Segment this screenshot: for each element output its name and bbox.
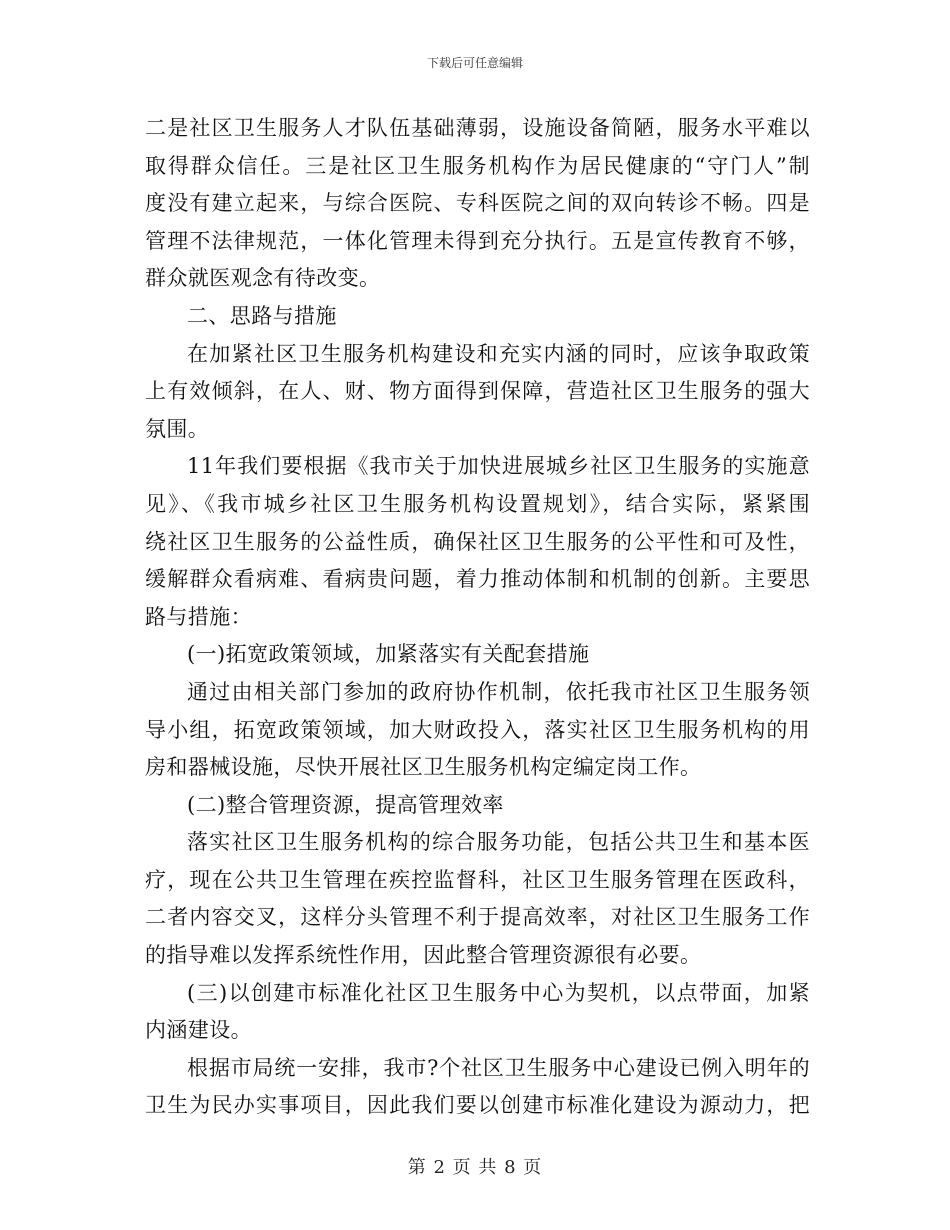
document-body: [145, 110, 810, 1125]
text-line: 见》、《我市城乡社区卫生服务机构设置规划》，结合实际，紧紧围: [145, 491, 810, 516]
text-line: 度没有建立起来，与综合医院、专科医院之间的双向转诊不畅。四是: [145, 191, 810, 216]
text-line: 落实社区卫生服务机构的综合服务功能，包括公共卫生和基本医: [187, 830, 810, 855]
text-line: 的指导难以发挥系统性作用，因此整合管理资源很有必要。: [145, 943, 702, 968]
text-line: 取得群众信任。三是社区卫生服务机构作为居民健康的“守门人”制: [145, 153, 810, 178]
text-line: 二者内容交叉，这样分头管理不利于提高效率，对社区卫生服务工作: [145, 905, 810, 930]
page-header: 下载后可任意编辑: [426, 56, 523, 70]
text-line: 氛围。: [145, 416, 210, 441]
text-line: 通过由相关部门参加的政府协作机制，依托我市社区卫生服务领: [187, 679, 810, 704]
text-line: 11年我们要根据《我市关于加快进展城乡社区卫生服务的实施意: [187, 454, 810, 479]
text-line: 内涵建设。: [145, 1018, 252, 1043]
subsection-heading: (一)拓宽政策领域，加紧落实有关配套措施: [187, 642, 590, 667]
page-number: 第 2 页 共 8 页: [407, 1157, 543, 1178]
text-line: 上有效倾斜，在人、财、物方面得到保障，营造社区卫生服务的强大: [145, 379, 810, 404]
text-line: 房和器械设施，尽快开展社区卫生服务机构定编定岗工作。: [145, 755, 702, 780]
subsection-heading: (三)以创建市标准化社区卫生服务中心为契机，以点带面，加紧: [187, 980, 810, 1005]
text-line: 二是社区卫生服务人才队伍基础薄弱，设施设备简陋，服务水平难以: [145, 116, 810, 140]
subsection-heading: (二)整合管理资源，提高管理效率: [187, 792, 504, 817]
text-line: 绕社区卫生服务的公益性质，确保社区卫生服务的公平性和可及性，: [145, 529, 810, 554]
text-line: 疗，现在公共卫生管理在疾控监督科，社区卫生服务管理在医政科，: [145, 867, 810, 892]
text-line: 导小组，拓宽政策领域，加大财政投入，落实社区卫生服务机构的用: [145, 717, 810, 742]
section-heading: 二、思路与措施: [187, 303, 337, 328]
text-line: 卫生为民办实事项目，因此我们要以创建市标准化建设为源动力，把: [145, 1093, 810, 1118]
text-line: 群众就医观念有待改变。: [145, 266, 381, 291]
text-line: 路与措施：: [145, 604, 252, 629]
text-line: 缓解群众看病难、看病贵问题，着力推动体制和机制的创新。主要思: [145, 567, 810, 592]
text-line: 根据市局统一安排，我市?个社区卫生服务中心建设已例入明年的: [187, 1055, 810, 1080]
text-line: 管理不法律规范，一体化管理未得到充分执行。五是宣传教育不够，: [145, 228, 810, 253]
text-line: 在加紧社区卫生服务机构建设和充实内涵的同时，应该争取政策: [187, 341, 810, 366]
